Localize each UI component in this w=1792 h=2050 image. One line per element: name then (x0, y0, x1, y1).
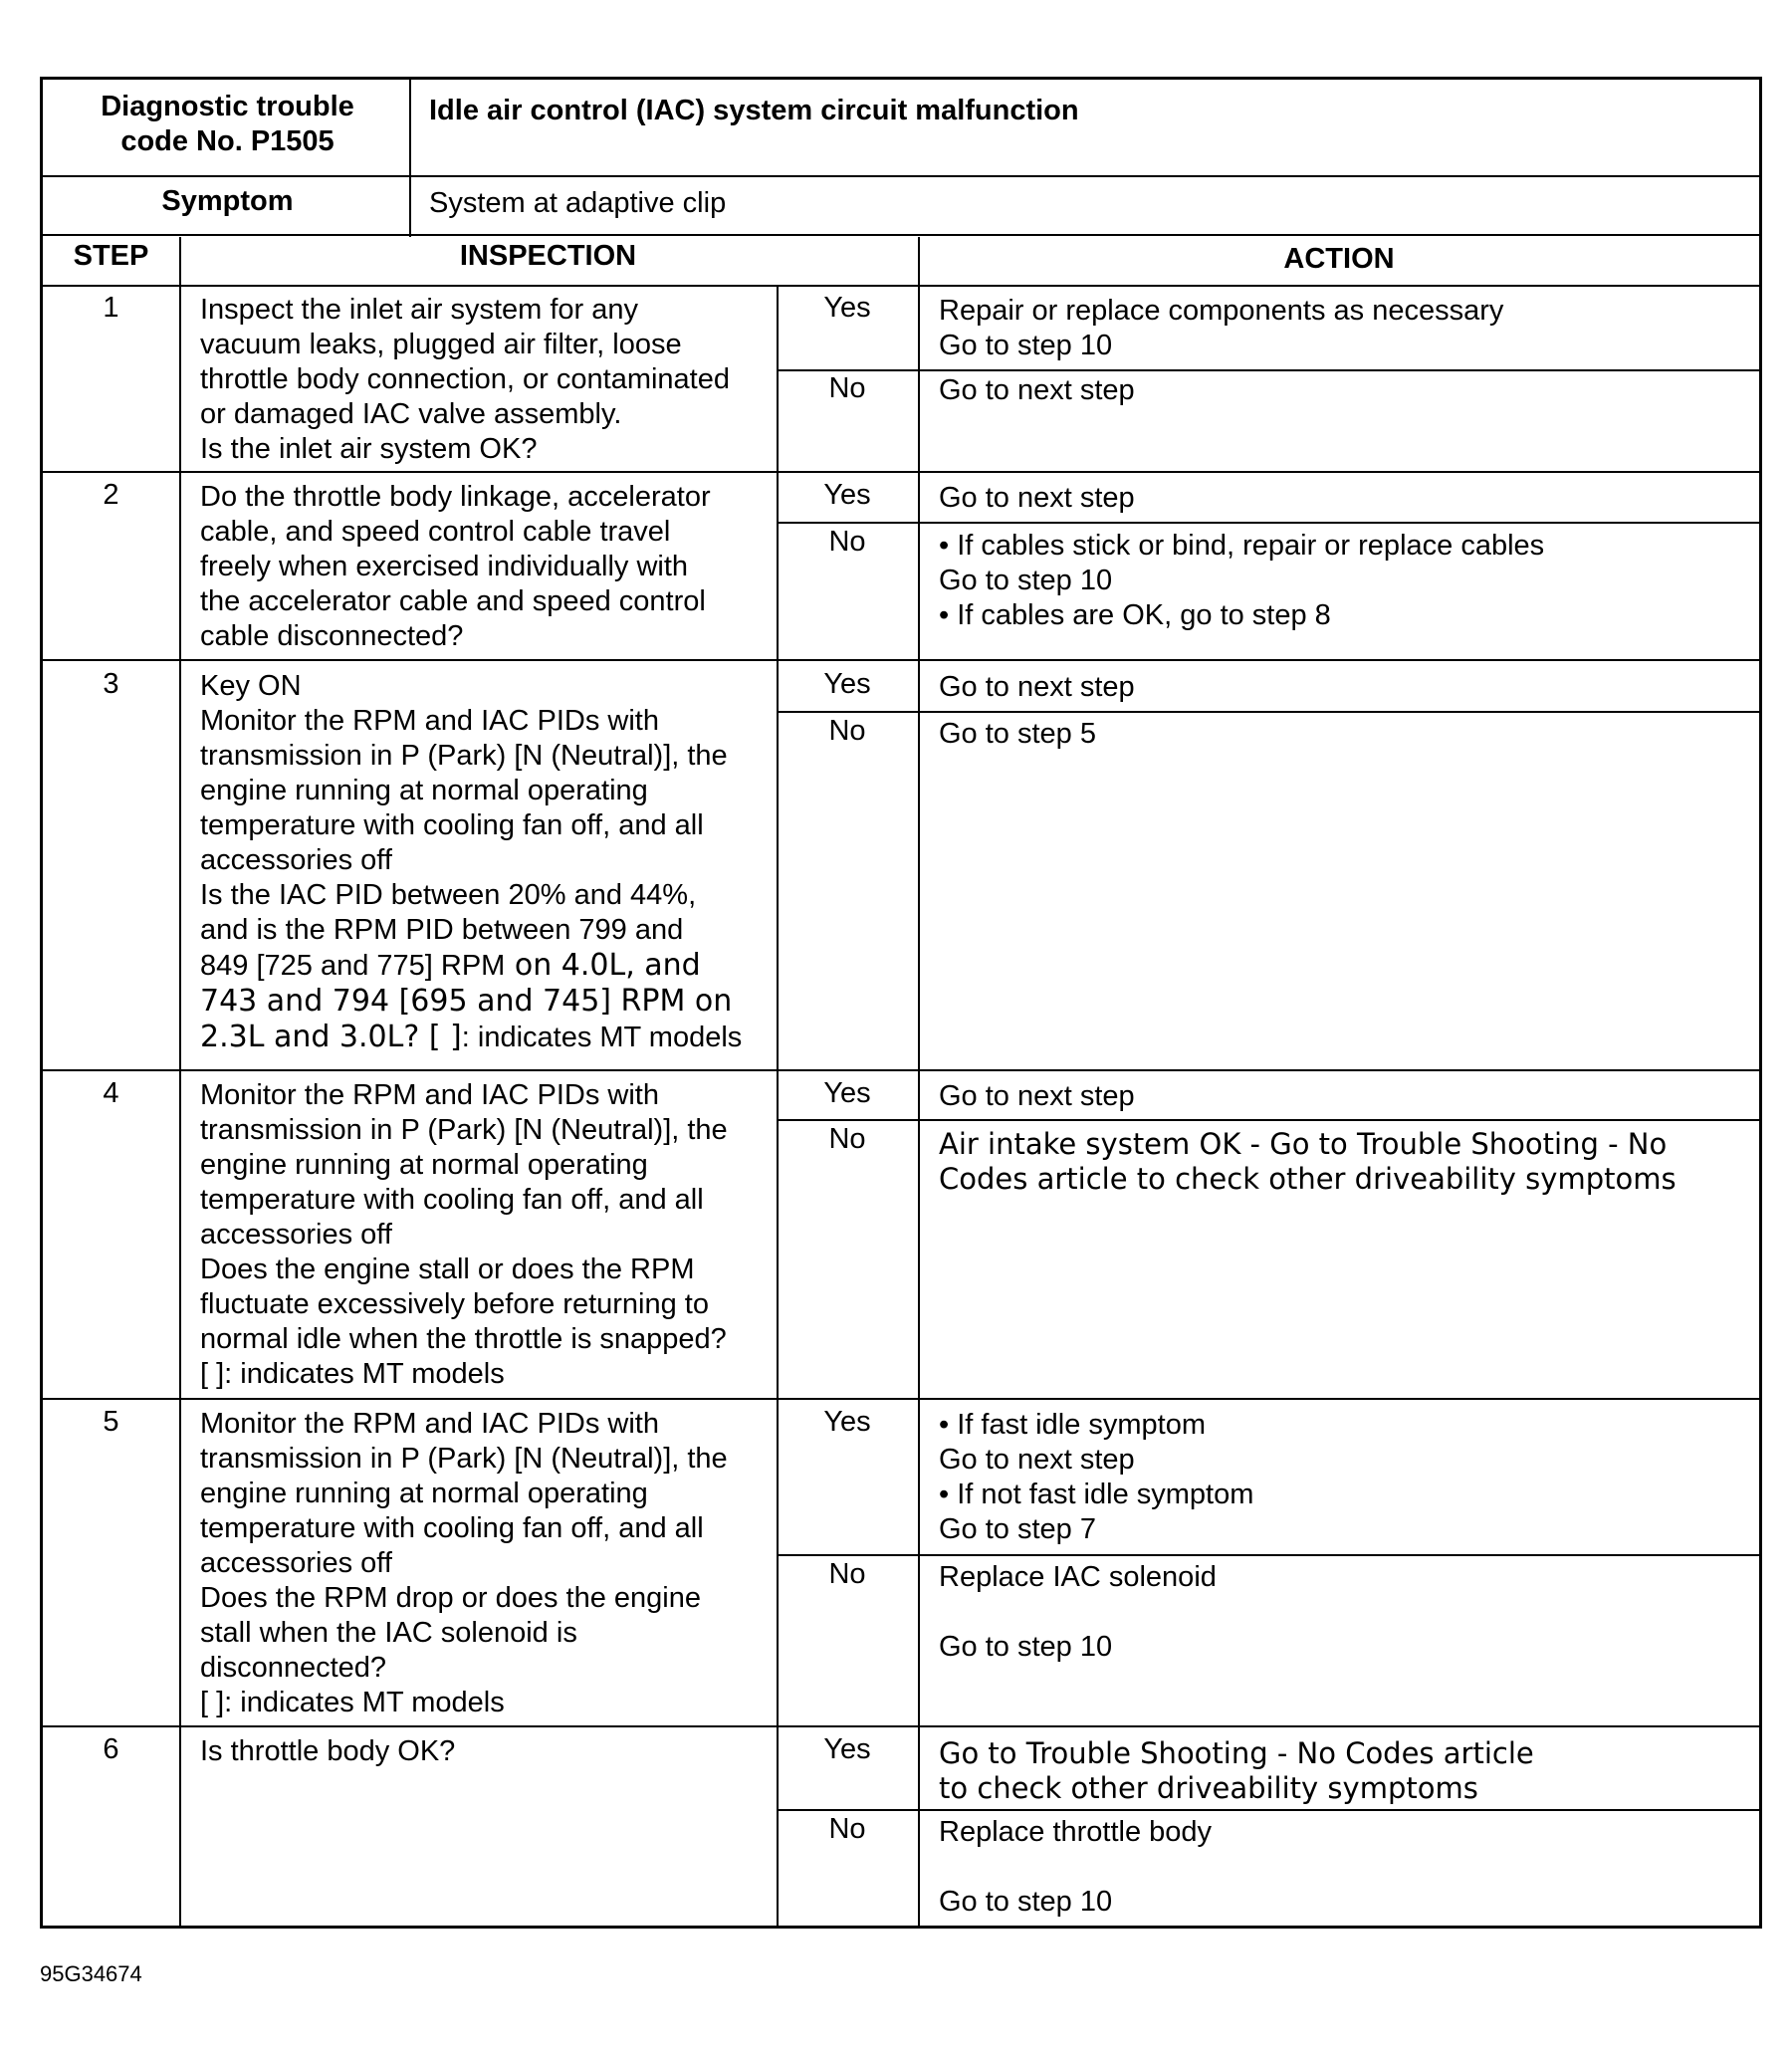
no-label: No (828, 715, 866, 747)
yes-action: Go to next step (939, 671, 1135, 703)
step-rule (43, 1725, 1759, 1727)
header-rule (43, 175, 1759, 177)
column-header-step: STEP (73, 240, 149, 272)
step-rule (43, 659, 1759, 661)
step-inspection: Monitor the RPM and IAC PIDs with transmission in P (Park) [N (Neutral)], the engine running at normal operating temperature with cooling fan off, and all accessories off Does the engine stall or does the RPM fluctuate excessively before returning to normal idle when the throttle is snapped? [ ]: indicates MT models (200, 1079, 728, 1390)
yesno-rule (777, 369, 1759, 371)
no-action: Replace throttle body Go to step 10 (939, 1816, 1213, 1918)
yes-action: Repair or replace components as necessary Go to step 10 (939, 295, 1504, 361)
header-divider (409, 80, 411, 237)
step-rule (43, 1069, 1759, 1071)
no-label: No (828, 526, 866, 558)
yes-label: Yes (823, 1733, 871, 1765)
yesno-rule (777, 1554, 1759, 1556)
symptom-value: System at adaptive clip (429, 187, 727, 219)
yes-action: Go to next step (939, 1080, 1135, 1112)
figure-id: 95G34674 (40, 1961, 142, 1986)
yes-label: Yes (823, 479, 871, 511)
step-inspection-text: on 4.0L, and 743 and 794 [695 and 745] RPM on 2.3L and 3.0L? [ ] (200, 948, 733, 1054)
column-header-action: ACTION (1283, 243, 1395, 275)
yes-label: Yes (823, 1077, 871, 1109)
yes-action: Go to Trouble Shooting - No Codes article to check other driveability symptoms (939, 1736, 1534, 1805)
no-label: No (828, 1558, 866, 1590)
yesno-rule (777, 522, 1759, 524)
step-number: 2 (103, 479, 119, 511)
symptom-label: Symptom (161, 185, 294, 217)
yes-label: Yes (823, 292, 871, 324)
step-inspection-text: Key ON Monitor the RPM and IAC PIDs with transmission in P (Park) [N (Neutral)], the engine running at normal operating temperature with cooling fan off, and all accessories off Is the IAC PID between 20% and 44%, and is the RPM PID between 799 and 849 [725 and 775] RPM (200, 670, 728, 982)
step-rule (43, 1398, 1759, 1400)
step-column-rule (179, 237, 181, 1929)
step-number: 5 (103, 1406, 119, 1438)
diagnostic-table (40, 77, 1762, 1929)
column-header-rule (43, 285, 1759, 287)
trouble-code-title: Idle air control (IAC) system circuit malfunction (429, 95, 1079, 126)
step-number: 1 (103, 292, 119, 324)
step-inspection-text: : indicates MT models (461, 1022, 743, 1053)
yesno-rule (777, 711, 1759, 713)
no-action: Replace IAC solenoid Go to step 10 (939, 1561, 1217, 1663)
step-inspection (200, 669, 787, 1055)
no-label: No (828, 372, 866, 404)
no-action: Go to next step (939, 374, 1135, 406)
step-inspection: Inspect the inlet air system for any vacuum leaks, plugged air filter, loose throttle body connection, or contaminated or damaged IAC valve assembly. Is the inlet air system OK? (200, 294, 730, 465)
yesno-rule (777, 1119, 1759, 1121)
step-number: 3 (103, 668, 119, 700)
step-inspection: Do the throttle body linkage, accelerator cable, and speed control cable travel freely when exercised individually with the accelerator cable and speed control cable disconnected? (200, 481, 711, 652)
yes-action: Go to next step (939, 482, 1135, 514)
no-action: • If cables stick or bind, repair or replace cables Go to step 10 • If cables are OK, go to step 8 (939, 530, 1545, 631)
step-inspection: Is throttle body OK? (200, 1735, 456, 1767)
no-label: No (828, 1813, 866, 1845)
step-inspection: Monitor the RPM and IAC PIDs with transmission in P (Park) [N (Neutral)], the engine running at normal operating temperature with cooling fan off, and all accessories off Does the RPM drop or does the engine stall when the IAC solenoid is disconnected? [ ]: indicates MT models (200, 1408, 728, 1718)
no-label: No (828, 1123, 866, 1155)
yes-label: Yes (823, 668, 871, 700)
yesno-rule (777, 1809, 1759, 1811)
yes-action: • If fast idle symptom Go to next step • If not fast idle symptom Go to step 7 (939, 1409, 1254, 1545)
column-header-inspection: INSPECTION (459, 240, 637, 272)
step-number: 6 (103, 1733, 119, 1765)
no-action: Go to step 5 (939, 718, 1096, 750)
step-rule (43, 471, 1759, 473)
no-action: Air intake system OK - Go to Trouble Shooting - No Codes article to check other driveability symptoms (939, 1127, 1677, 1196)
symptom-rule (43, 234, 1759, 236)
action-column-rule (918, 237, 920, 1929)
yes-label: Yes (823, 1406, 871, 1438)
step-number: 4 (103, 1077, 119, 1109)
trouble-code-label: Diagnostic trouble code No. P1505 (101, 91, 354, 157)
